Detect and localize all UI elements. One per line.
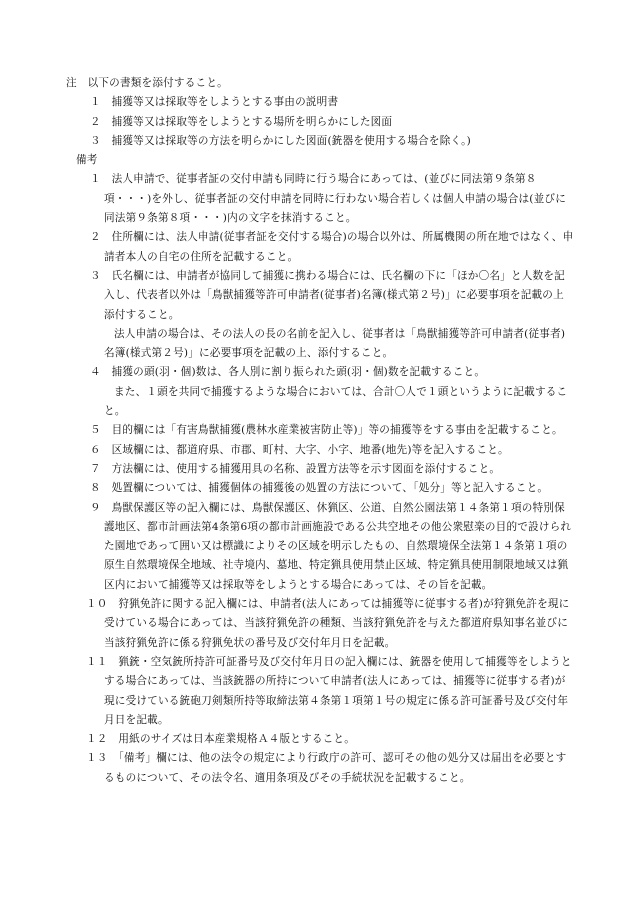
remark-item-11: １１ 猟銃・空気銃所持許可証番号及び交付年月日の記入欄には、銃器を使用して捕獲等をしようとする場合にあっては、当該銃器の所持について申請者(法人にあっては、捕獲等に従事する者)が現に受けている銃砲刀剣類所持等取締法第４条第１項第１号の規定に係る許可証番号及び交付年月日を記載。 [86,655,572,726]
remark-item-8: ８ 処置欄については、捕獲個体の捕獲後の処置の方法について、「処分」等と記入すること。 [90,482,549,495]
remark-item-3: ３ 氏名欄には、申請者が協同して捕獲に携わる場合には、氏名欄の下に「ほか〇名」と人数を記入し、代表者以外は「鳥獣捕獲等許可申請者(従事者)名簿(様式第２号)」に必要事項を記載の上添付すること。 [90,269,565,321]
remark-item-2: ２ 住所欄には、法人申請(従事者証を交付する場合)の場合以外は、所属機関の所在地ではなく、申請者本人の自宅の住所を記載すること。 [90,231,574,263]
note-item-2: ２ 捕獲等又は採取等をしようとする場所を明らかにした図面 [90,115,393,128]
note-item-3: ３ 捕獲等又は採取等の方法を明らかにした図面(銃器を使用する場合を除く。) [90,134,471,147]
remark-item-4: ４ 捕獲の頭(羽・個)数は、各人別に割り振られた頭(羽・個)数を記載すること。 [90,366,486,379]
remark-item-4-continuation: また、１頭を共同で捕獲するような場合においては、合計〇人で１頭というように記載すること。 [104,385,568,418]
document-body [0,74,630,788]
remark-item-6: ６ 区域欄には、都道府県、市郡、町村、大字、小字、地番(地先)等を記入すること。 [90,443,509,456]
remark-item-10: １０ 狩猟免許に関する記入欄には、申請者(法人にあっては捕獲等に従事する者)が狩猟免許を現に受けている場合にあっては、当該狩猟免許の種類、当該狩猟免許を与えた都道府県知事名並びに当該狩猟免許に係る狩猟免状の番号及び交付年月日を記載。 [86,598,570,649]
remark-item-3-continuation: 法人申請の場合は、その法人の長の名前を記入し、従事者は「鳥獣捕獲等許可申請者(従事者)名簿(様式第２号)」に必要事項を記載の上、添付すること。 [104,327,566,360]
remark-item-13: １３ 「備考」欄には、他の法令の規定により行政庁の許可、認可その他の処分又は届出を必要とするものについて、その法令名、適用条項及びその手続状況を記載すること。 [86,752,567,784]
remark-item-12: １２ 用紙のサイズは日本産業規格Ａ４版とすること。 [86,733,355,746]
note-heading: 注 以下の書類を添付すること。 [66,77,228,89]
remark-item-7: ７ 方法欄には、使用する捕獲用具の名称、設置方法等を示す図面を添付すること。 [90,462,501,475]
remark-item-5: ５ 目的欄には「有害鳥獣捕獲(農林水産業被害防止等)」等の捕獲等をする事由を記載すること。 [90,424,563,437]
note-item-1: １ 捕獲等又は採取等をしようとする事由の説明書 [90,96,339,109]
remark-item-9: ９ 鳥獣保護区等の記入欄には、鳥獣保護区、休猟区、公道、自然公園法第１４条第１項の特別保護地区、都市計画法第4条第6項の都市計画施設である公共空地その他公衆慰楽の目的で設けられた園地であって囲い又は標識によりその区域を明示したもの、自然環境保全法第１４条第１項の原生自然環境保全地域、社寺境内、墓地、特定猟具使用禁止区域、特定猟具使用制限地域又は猟区内において捕獲等又は採取等をしようとする場合にあっては、その旨を記載。 [90,501,572,591]
remarks-heading: 備考 [76,154,98,167]
remark-item-1: １ 法人申請で、従事者証の交付申請も同時に行う場合にあっては、(並びに同法第９条第８項・・・)を外し、従事者証の交付申請を同時に行わない場合若しくは個人申請の場合は(並びに同法第９条第８項・・・)内の文字を抹消すること。 [90,173,566,225]
